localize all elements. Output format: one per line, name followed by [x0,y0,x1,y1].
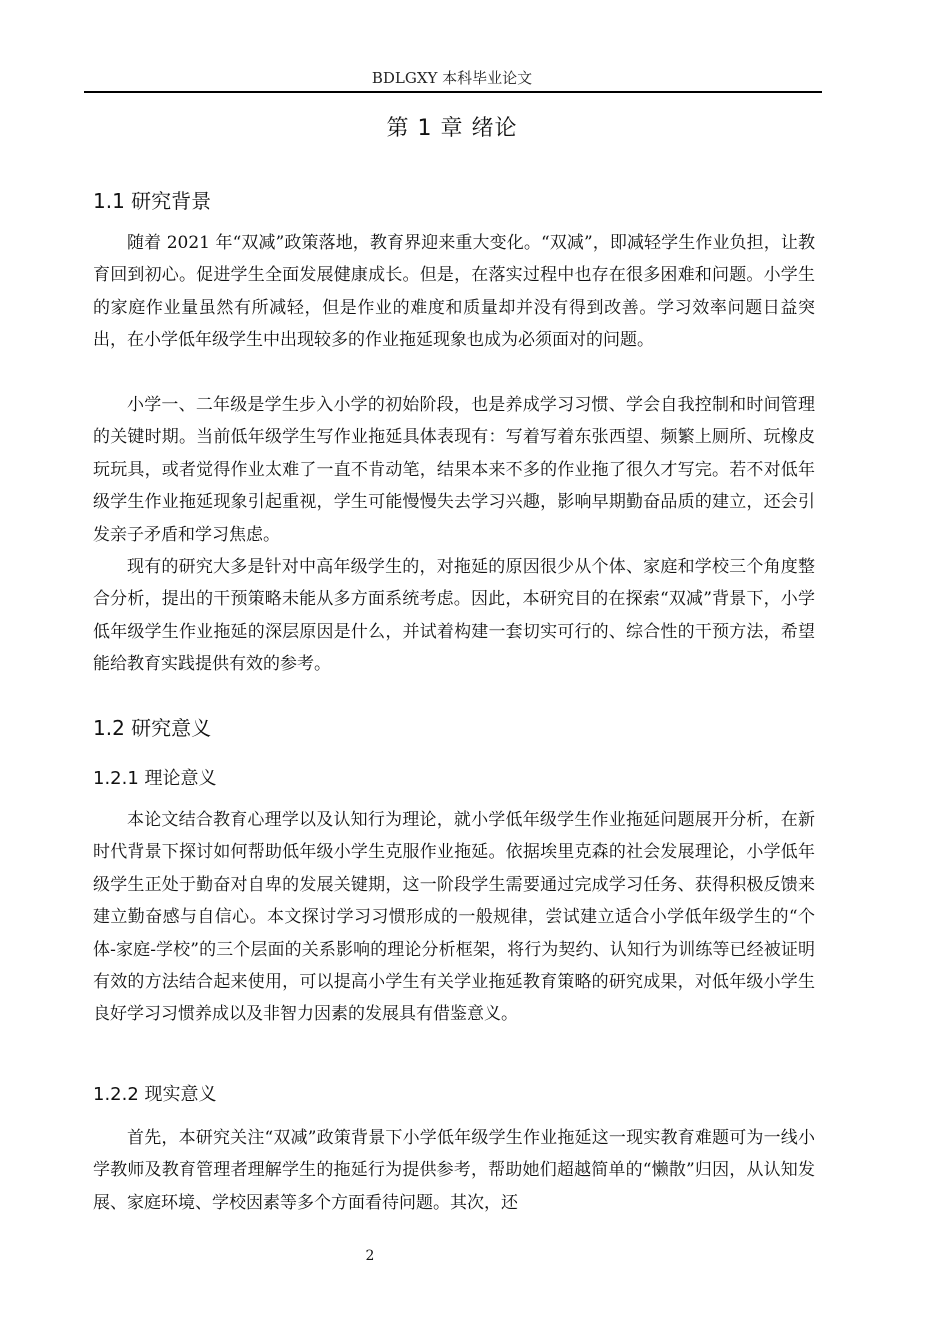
paragraph: 现有的研究大多是针对中高年级学生的，对拖延的原因很少从个体、家庭和学校三个角度整合分析，提出的干预策略未能从多方面系统考虑。因此，本研究目的在探索“双减”背景下，小学低年级学生作业拖延的深层原因是什么，并试着构建一套切实可行的、综合性的干预方法，希望能给教育实践提供有效的参考。 [93,557,815,675]
section-title-1-1: 1.1 研究背景 [93,189,212,213]
paragraph: 随着 2021 年“双减”政策落地，教育界迎来重大变化。“双减”，即减轻学生作业负担，让教育回到初心。促进学生全面发展健康成长。但是，在落实过程中也存在很多困难和问题。小学生的家庭作业量虽然有所减轻，但是作业的难度和质量却并没有得到改善。学习效率问题日益突出，在小学低年级学生中出现较多的作业拖延现象也成为必须面对的问题。 [93,233,815,351]
paragraph: 首先，本研究关注“双减”政策背景下小学低年级学生作业拖延这一现实教育难题可为一线小学教师及教育管理者理解学生的拖延行为提供参考，帮助她们超越简单的“懒散”归因，从认知发展、家庭环境、学校因素等多个方面看待问题。其次，还 [93,1128,815,1213]
chapter-title: 第 1 章 绪论 [386,116,518,141]
paragraph: 本论文结合教育心理学以及认知行为理论，就小学低年级学生作业拖延问题展开分析，在新时代背景下探讨如何帮助低年级小学生克服作业拖延。依据埃里克森的社会发展理论，小学低年级学生正处于勤奋对自卑的发展关键期，这一阶段学生需要通过完成学习任务、获得积极反馈来建立勤奋感与自信心。本文探讨学习习惯形成的一般规律，尝试建立适合小学低年级学生的“个体-家庭-学校”的三个层面的关系影响的理论分析框架，将行为契约、认知行为训练等已经被证明有效的方法结合起来使用，可以提高小学生有关学业拖延教育策略的研究成果，对低年级小学生良好学习习惯养成以及非智力因素的发展具有借鉴意义。 [93,810,815,1025]
page-number: 2 [365,1248,375,1264]
section-title-1-2: 1.2 研究意义 [93,716,212,740]
running-header: BDLGXY 本科毕业论文 [371,69,533,87]
subsection-title-1-2-1: 1.2.1 理论意义 [93,768,217,789]
subsection-title-1-2-2: 1.2.2 现实意义 [93,1084,217,1105]
paragraph: 小学一、二年级是学生步入小学的初始阶段，也是养成学习习惯、学会自我控制和时间管理的关键时期。当前低年级学生写作业拖延具体表现有：写着写着东张西望、频繁上厕所、玩橡皮玩玩具，或者觉得作业太难了一直不肯动笔，结果本来不多的作业拖了很久才写完。若不对低年级学生作业拖延现象引起重视，学生可能慢慢失去学习兴趣，影响早期勤奋品质的建立，还会引发亲子矛盾和学习焦虑。 [93,395,815,545]
header-divider [84,91,822,93]
